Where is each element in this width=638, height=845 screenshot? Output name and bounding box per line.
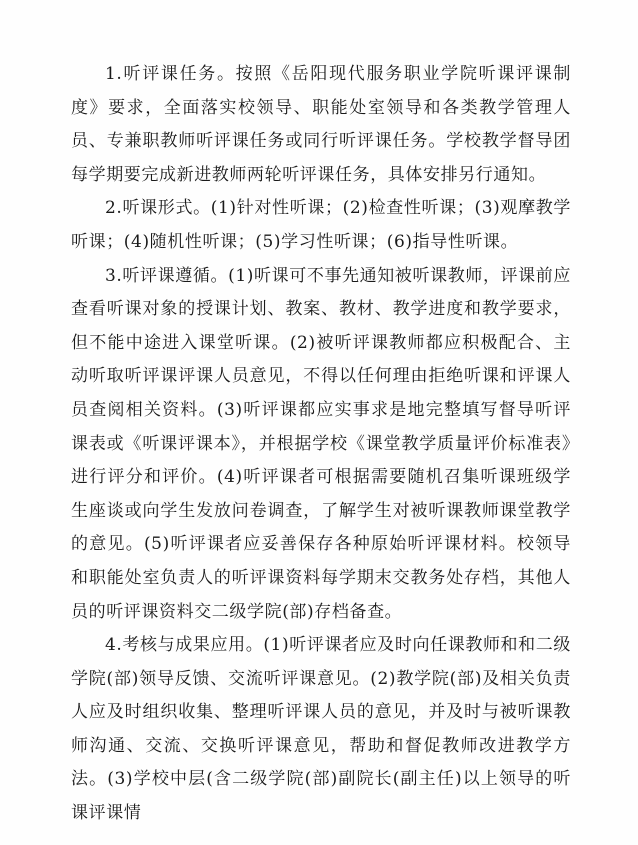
paragraph-listening-tasks: 1.听评课任务。按照《岳阳现代服务职业学院听课评课制度》要求，全面落实校领导、职能处室领导和各类教学管理人员、专兼职教师听评课任务或同行听评课任务。学校教学督导团每学期要完成新进教师两轮听评课任务，具体安排另行通知。: [71, 64, 571, 185]
document-body: [71, 58, 571, 831]
paragraph-listening-forms: 2.听课形式。(1)针对性听课；(2)检查性听课；(3)观摩教学听课；(4)随机性听课；(5)学习性听课；(6)指导性听课。: [71, 198, 571, 252]
paragraph-assessment-application: 4.考核与成果应用。(1)听评课者应及时向任课教师和和二级学院(部)领导反馈、交流听评课意见。(2)教学院(部)及相关负责人应及时组织收集、整理听评课人员的意见，并及时与被听课教师沟通、交流、交换听评课意见，帮助和督促教师改进教学方法。(3)学校中层(含二级学院(部)副院长(副主任)以上领导的听课评课情: [71, 635, 571, 824]
paragraph-listening-rules: 3.听评课遵循。(1)听课可不事先通知被听课教师，评课前应查看听课对象的授课计划、教案、教材、教学进度和教学要求，但不能中途进入课堂听课。(2)被听评课教师都应积极配合、主动听取听评课评课人员意见，不得以任何理由拒绝听课和评课人员查阅相关资料。(3)听评课都应实事求是地完整填写督导听评课表或《听课评课本》，并根据学校《课堂教学质量评价标准表》进行评分和评价。(4)听评课者可根据需要随机召集听课班级学生座谈或向学生发放问卷调查，了解学生对被听课教师课堂教学的意见。(5)听评课者应妥善保存各种原始听评课材料。校领导和职能处室负责人的听评课资料每学期末交教务处存档，其他人员的听评课资料交二级学院(部)存档备查。: [71, 265, 571, 622]
